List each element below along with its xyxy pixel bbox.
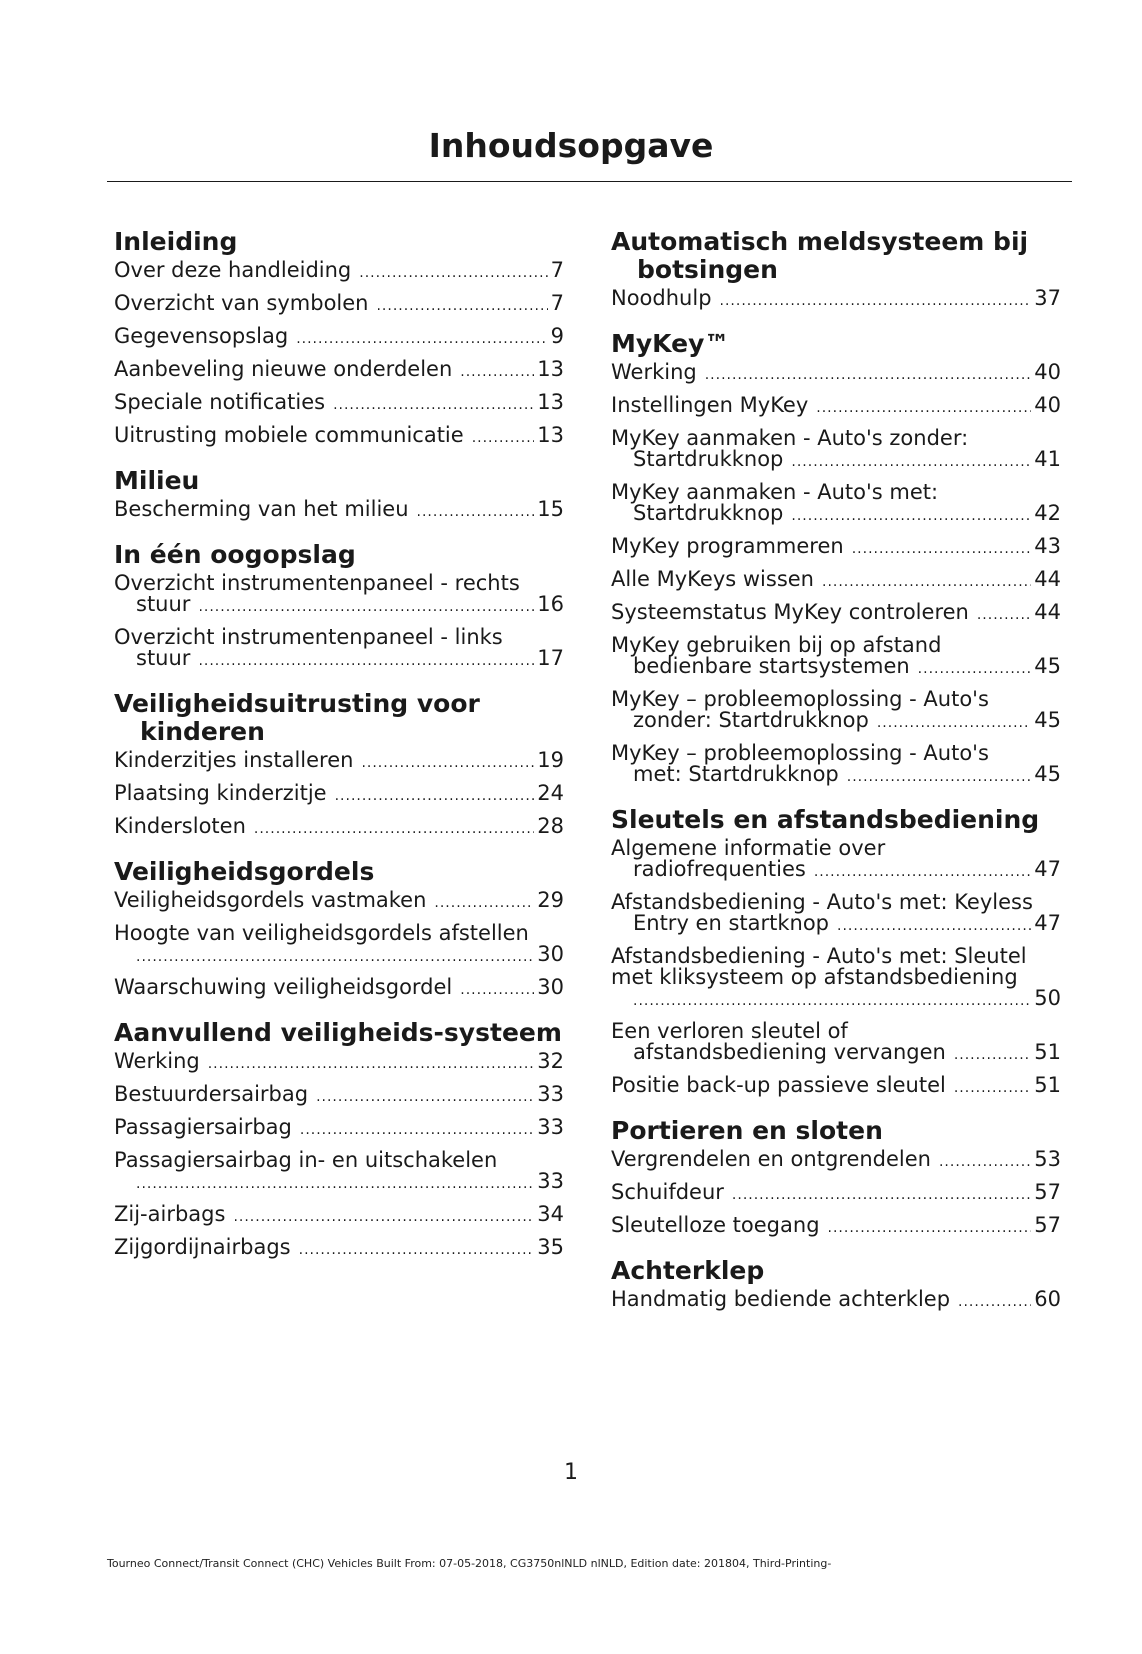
dot-leader: [300, 1120, 534, 1141]
toc-entry-text: met kliksysteem op afstandsbediening: [611, 965, 1018, 989]
dot-leader: [299, 1240, 535, 1261]
toc-section: [114, 1019, 564, 1261]
toc-entry-text: Gegevensopslag: [114, 324, 289, 348]
toc-entry-text: Instellingen MyKey: [611, 393, 809, 417]
toc-entry-text: MyKey aanmaken - Auto's zonder:: [611, 426, 969, 450]
toc-page-number: 15: [537, 497, 564, 521]
dot-leader: [296, 329, 547, 350]
section-title: Veiligheidsgordels: [114, 857, 375, 886]
toc-page-number: 53: [1034, 1147, 1061, 1171]
dot-leader: [732, 1185, 1031, 1206]
toc-entry-text: Handmatig bediende achterklep: [611, 1287, 951, 1311]
toc-entry-text: Speciale notificaties: [114, 390, 326, 414]
toc-page-number: 47: [1034, 911, 1061, 935]
toc-entry[interactable]: [114, 1150, 564, 1195]
toc-entry-text: Overzicht van symbolen: [114, 291, 369, 315]
dot-leader: [472, 428, 535, 449]
toc-entry[interactable]: [611, 946, 1061, 1012]
toc-page-number: 13: [537, 390, 564, 414]
toc-entry-text: bedienbare startsystemen: [633, 654, 910, 678]
toc-section: [611, 330, 1061, 788]
toc-page-number: 43: [1034, 534, 1061, 558]
toc-entry[interactable]: [611, 1289, 1061, 1313]
section-title: Sleutels en afstandsbediening: [611, 805, 1040, 834]
toc-entry[interactable]: [611, 838, 1061, 883]
toc-entry[interactable]: [611, 482, 1061, 527]
dot-leader: [816, 398, 1031, 419]
dot-leader: [977, 605, 1031, 626]
toc-entry[interactable]: [611, 362, 1061, 386]
toc-entry[interactable]: [611, 635, 1061, 680]
toc-entry[interactable]: [114, 1117, 564, 1141]
toc-entry[interactable]: [611, 892, 1061, 937]
dot-leader: [376, 296, 547, 317]
dot-leader: [847, 767, 1032, 788]
section-title: Achterklep: [611, 1256, 765, 1285]
page-number: 1: [564, 1460, 578, 1485]
toc-section: [114, 690, 564, 840]
toc-entry-text: Bestuurdersairbag: [114, 1082, 309, 1106]
toc-page-number: 16: [537, 592, 564, 616]
toc-entry[interactable]: [114, 359, 564, 383]
toc-page-number: 30: [537, 942, 564, 966]
toc-entry-text: zonder: Startdrukknop: [633, 708, 869, 732]
toc-entry-text: Positie back-up passieve sleutel: [611, 1073, 946, 1097]
toc-entry-text: MyKey gebruiken bij op afstand: [611, 633, 942, 657]
toc-page-number: 30: [537, 975, 564, 999]
toc-page-number: 45: [1034, 762, 1061, 786]
toc-entry-text: Sleutelloze toegang: [611, 1213, 820, 1237]
toc-page-number: 33: [537, 1169, 564, 1193]
dot-leader: [460, 980, 534, 1001]
toc-entry[interactable]: [114, 977, 564, 1001]
title-divider: [107, 181, 1072, 182]
dot-leader: [837, 916, 1031, 937]
toc-page-number: 29: [537, 888, 564, 912]
toc-page-number: 17: [537, 646, 564, 670]
toc-entry-text: Uitrusting mobiele communicatie: [114, 423, 464, 447]
toc-page-number: 34: [537, 1202, 564, 1226]
toc-entry-text: Bescherming van het milieu: [114, 497, 409, 521]
dot-leader: [918, 659, 1032, 680]
toc-entry-text: MyKey – probleemoplossing - Auto's: [611, 741, 989, 765]
toc-page-number: 9: [550, 324, 564, 348]
toc-entry-text: radiofrequenties: [633, 857, 806, 881]
toc-entry-text: Startdrukknop: [633, 501, 784, 525]
toc-page-number: 32: [537, 1049, 564, 1073]
toc-entry-text: Passagiersairbag in- en uitschakelen: [114, 1148, 498, 1172]
dot-leader: [852, 539, 1032, 560]
toc-entry[interactable]: [114, 1084, 564, 1108]
dot-leader: [333, 395, 534, 416]
toc-entry[interactable]: [114, 627, 564, 672]
toc-entry[interactable]: [114, 816, 564, 840]
toc-page-number: 60: [1034, 1287, 1061, 1311]
toc-page-number: 57: [1034, 1180, 1061, 1204]
toc-entry-text: Plaatsing kinderzitje: [114, 781, 327, 805]
toc-section: [114, 541, 564, 672]
toc-entry-text: stuur: [136, 646, 191, 670]
toc-entry-text: stuur: [136, 592, 191, 616]
dot-leader: [828, 1218, 1032, 1239]
dot-leader: [720, 291, 1032, 312]
dot-leader: [233, 1207, 534, 1228]
toc-page-number: 24: [537, 781, 564, 805]
toc-section: [611, 806, 1061, 1099]
toc-entry[interactable]: [114, 783, 564, 807]
toc-page-number: 41: [1034, 447, 1061, 471]
dot-leader: [939, 1152, 1031, 1173]
toc-entry-text: Waarschuwing veiligheidsgordel: [114, 975, 453, 999]
dot-leader: [198, 597, 534, 618]
section-title: In één oogopslag: [114, 540, 356, 569]
toc-entry-text: Hoogte van veiligheidsgordels afstellen: [114, 921, 529, 945]
toc-entry-text: Afstandsbediening - Auto's met: Sleutel: [611, 944, 1027, 968]
dot-leader: [361, 753, 534, 774]
toc-page-number: 35: [537, 1235, 564, 1259]
toc-entry-text: Noodhulp: [611, 286, 712, 310]
section-title: Veiligheidsuitrusting voor kinderen: [114, 689, 480, 746]
toc-entry-text: Overzicht instrumentenpaneel - rechts: [114, 571, 520, 595]
dot-leader: [958, 1292, 1031, 1313]
toc-entry[interactable]: [611, 569, 1061, 593]
toc-right-column: [611, 228, 1061, 1331]
footer-edition-info: Tourneo Connect/Transit Connect (CHC) Vehicles Built From: 07-05-2018, CG3750nlNLD nlNLD, Edition date: 201804, Third-Printing-: [107, 1557, 832, 1570]
toc-page-number: 44: [1034, 600, 1061, 624]
toc-entry[interactable]: [114, 260, 564, 284]
toc-page-number: 13: [537, 423, 564, 447]
dot-leader: [822, 572, 1031, 593]
toc-entry[interactable]: [611, 1215, 1061, 1239]
toc-page-number: 33: [537, 1082, 564, 1106]
toc-entry-text: Alle MyKeys wissen: [611, 567, 814, 591]
toc-section: [114, 858, 564, 1001]
toc-entry[interactable]: [611, 395, 1061, 419]
toc-entry-text: Entry en startknop: [633, 911, 830, 935]
toc-page-number: 7: [550, 291, 564, 315]
dot-leader: [198, 651, 534, 672]
toc-entry-text: Algemene informatie over: [611, 836, 886, 860]
dot-leader: [208, 1054, 535, 1075]
toc-page-number: 44: [1034, 567, 1061, 591]
toc-page-number: 47: [1034, 857, 1061, 881]
toc-entry-text: Systeemstatus MyKey controleren: [611, 600, 969, 624]
toc-page-number: 40: [1034, 393, 1061, 417]
toc-entry[interactable]: [611, 1182, 1061, 1206]
toc-entry-text: Kinderzitjes installeren: [114, 748, 354, 772]
dot-leader: [633, 991, 1031, 1012]
toc-entry[interactable]: [114, 326, 564, 350]
toc-left-column: [114, 228, 564, 1279]
toc-page-number: 37: [1034, 286, 1061, 310]
toc-entry-text: Zij-airbags: [114, 1202, 226, 1226]
page-title: Inhoudsopgave: [428, 126, 714, 165]
toc-entry[interactable]: [114, 1204, 564, 1228]
toc-entry-text: Kindersloten: [114, 814, 246, 838]
section-title: MyKey™: [611, 329, 730, 358]
dot-leader: [954, 1045, 1031, 1066]
toc-entry[interactable]: [114, 425, 564, 449]
toc-section: [611, 228, 1061, 312]
toc-page-number: 19: [537, 748, 564, 772]
toc-entry-text: Vergrendelen en ontgrendelen: [611, 1147, 931, 1171]
toc-page-number: 51: [1034, 1040, 1061, 1064]
toc-entry[interactable]: [114, 499, 564, 523]
toc-page-number: 45: [1034, 708, 1061, 732]
dot-leader: [954, 1078, 1031, 1099]
toc-entry[interactable]: [611, 743, 1061, 788]
toc-entry[interactable]: [611, 1149, 1061, 1173]
toc-entry-text: MyKey programmeren: [611, 534, 844, 558]
toc-entry[interactable]: [114, 750, 564, 774]
dot-leader: [254, 819, 534, 840]
dot-leader: [434, 893, 534, 914]
toc-page-number: 45: [1034, 654, 1061, 678]
dot-leader: [814, 862, 1031, 883]
toc-section: [114, 467, 564, 523]
toc-page-number: 13: [537, 357, 564, 381]
toc-entry-text: Veiligheidsgordels vastmaken: [114, 888, 427, 912]
section-title: Inleiding: [114, 227, 238, 256]
toc-entry-text: Afstandsbediening - Auto's met: Keyless: [611, 890, 1033, 914]
toc-entry-text: met: Startdrukknop: [633, 762, 839, 786]
toc-entry-text: MyKey – probleemoplossing - Auto's: [611, 687, 989, 711]
toc-entry[interactable]: [611, 1021, 1061, 1066]
toc-entry-text: Werking: [611, 360, 697, 384]
toc-entry[interactable]: [114, 392, 564, 416]
toc-entry[interactable]: [114, 293, 564, 317]
toc-section: [611, 1117, 1061, 1239]
dot-leader: [359, 263, 547, 284]
dot-leader: [705, 365, 1032, 386]
toc-entry-text: Over deze handleiding: [114, 258, 352, 282]
dot-leader: [791, 452, 1031, 473]
toc-page-number: 40: [1034, 360, 1061, 384]
toc-entry[interactable]: [114, 890, 564, 914]
section-title: Milieu: [114, 466, 200, 495]
toc-entry[interactable]: [114, 1051, 564, 1075]
toc-page-number: 33: [537, 1115, 564, 1139]
toc-entry-text: Zijgordijnairbags: [114, 1235, 291, 1259]
toc-entry-text: Schuifdeur: [611, 1180, 724, 1204]
toc-page-number: 42: [1034, 501, 1061, 525]
section-title: Automatisch meldsysteem bij botsingen: [611, 227, 1029, 284]
toc-entry[interactable]: [611, 1075, 1061, 1099]
section-title: Aanvullend veiligheids-systeem: [114, 1018, 562, 1047]
toc-page-number: 7: [550, 258, 564, 282]
dot-leader: [335, 786, 535, 807]
toc-entry-text: Een verloren sleutel of: [611, 1019, 848, 1043]
toc-entry-text: afstandsbediening vervangen: [633, 1040, 946, 1064]
toc-entry[interactable]: [611, 602, 1061, 626]
toc-entry-text: Startdrukknop: [633, 447, 784, 471]
toc-entry-text: Passagiersairbag: [114, 1115, 292, 1139]
toc-section: [611, 1257, 1061, 1313]
dot-leader: [136, 1174, 534, 1195]
toc-entry-text: MyKey aanmaken - Auto's met:: [611, 480, 939, 504]
toc-section: [114, 228, 564, 449]
toc-page-number: 28: [537, 814, 564, 838]
dot-leader: [136, 947, 534, 968]
dot-leader: [417, 502, 535, 523]
toc-page-number: 50: [1034, 986, 1061, 1010]
toc-entry[interactable]: [611, 288, 1061, 312]
dot-leader: [877, 713, 1031, 734]
toc-entry[interactable]: [611, 536, 1061, 560]
toc-entry[interactable]: [114, 1237, 564, 1261]
toc-entry-text: Aanbeveling nieuwe onderdelen: [114, 357, 453, 381]
toc-entry[interactable]: [114, 923, 564, 968]
toc-entry[interactable]: [611, 689, 1061, 734]
toc-entry-text: Werking: [114, 1049, 200, 1073]
toc-page-number: 51: [1034, 1073, 1061, 1097]
toc-page-number: 57: [1034, 1213, 1061, 1237]
dot-leader: [316, 1087, 534, 1108]
toc-entry-text: Overzicht instrumentenpaneel - links: [114, 625, 503, 649]
dot-leader: [791, 506, 1031, 527]
toc-entry[interactable]: [611, 428, 1061, 473]
toc-entry[interactable]: [114, 573, 564, 618]
dot-leader: [460, 362, 534, 383]
section-title: Portieren en sloten: [611, 1116, 883, 1145]
